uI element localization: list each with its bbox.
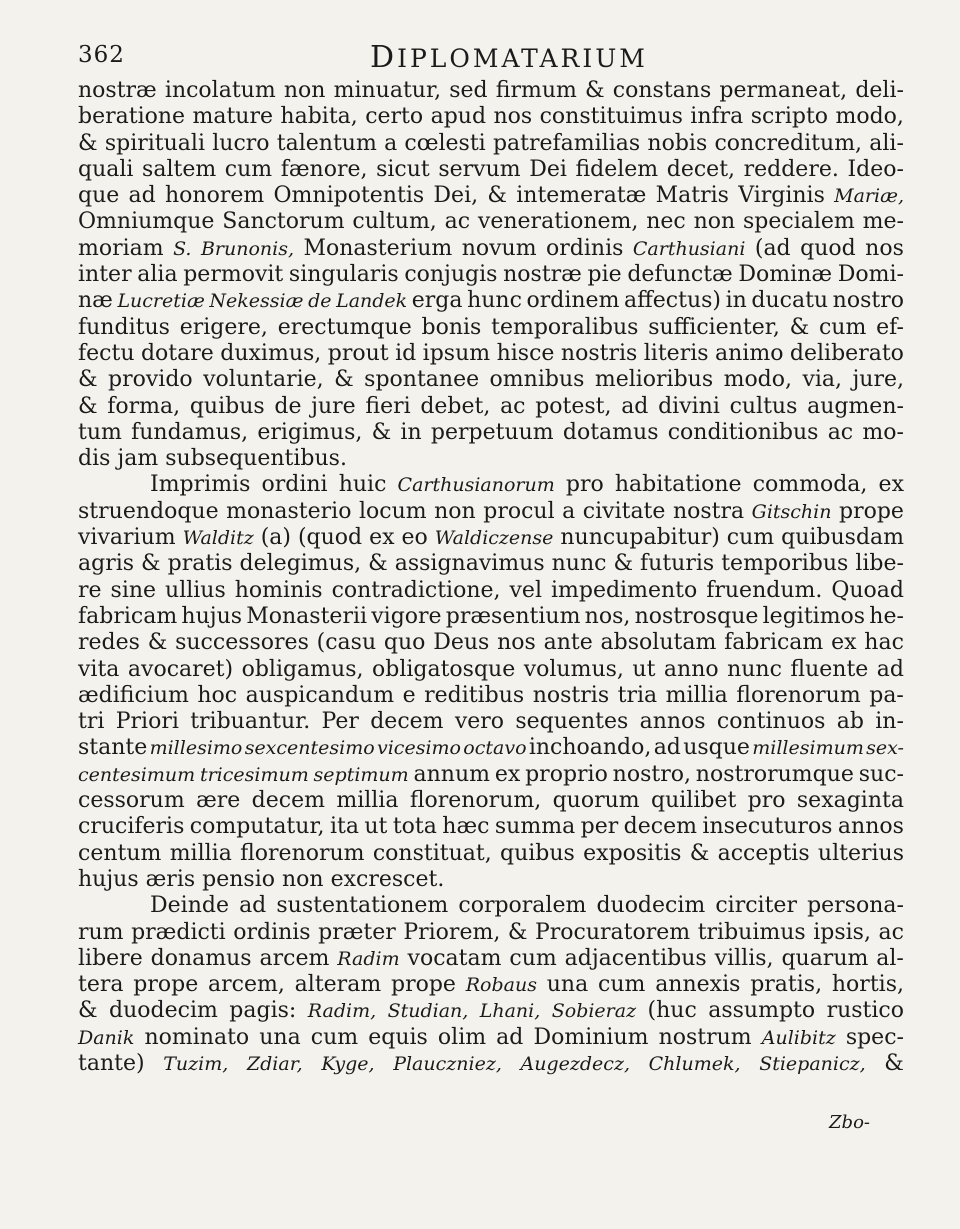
text-line: inter alia permovit singularis conjugis nostræ pie defunctæ Dominæ Domi- [78,262,904,288]
text-line: struendoque monasterio locum non procul a civitate nostra Gitschin prope [78,498,904,524]
text-line: fectu dotare duximus, prout id ipsum hisce nostris literis animo deliberato [78,340,904,366]
text-line: vivarium Walditz (a) (quod ex eo Waldiczense nuncupabitur) cum quibusdam [78,525,904,551]
text-line: Imprimis ordini huic Carthusianorum pro habitatione commoda, ex [150,472,904,498]
paragraph [78,893,904,1077]
text-line: vita avocaret) obligamus, obligatosque volumus, ut anno nunc fluente ad [78,656,904,682]
text-line: tera prope arcem, alteram prope Robaus una cum annexis pratis, hortis, [78,972,904,998]
text-line: Danik nominato una cum equis olim ad Dominium nostrum Aulibitz spec- [78,1024,904,1050]
text-line: ædificium hoc auspicandum e reditibus nostris tria millia florenorum pa- [78,682,904,708]
text-line: stante millesimo sexcentesimo vicesimo octavo inchoando, ad usque millesimum sex- [78,735,904,761]
text-line: re sine ullius hominis contradictione, vel impedimento fruendum. Quoad [78,577,904,603]
text-line: cruciferis computatur, ita ut tota hæc summa per decem insecuturos annos [78,814,904,840]
text-line: centesimum tricesimum septimum annum ex proprio nostro, nostrorumque suc- [78,761,904,787]
text-line: agris & pratis delegimus, & assignavimus nunc & futuris temporibus libe- [78,551,904,577]
paragraph [78,78,904,472]
text-line: & duodecim pagis: Radim, Studian, Lhani, Sobieraz (huc assumpto rustico [78,998,904,1024]
text-line: Deinde ad sustentationem corporalem duodecim circiter persona- [150,893,904,919]
text-line: funditus erigere, erectumque bonis temporalibus sufficienter, & cum ef- [78,314,904,340]
catchword: Zbo- [829,1112,870,1133]
text-line: Omniumque Sanctorum cultum, ac venerationem, nec non specialem me- [78,209,904,235]
text-line: cessorum ære decem millia florenorum, quorum quilibet pro sexaginta [78,788,904,814]
text-line: beratione mature habita, certo apud nos constituimus infra scripto modo, [78,104,904,130]
paragraph [78,472,904,893]
text-line: redes & successores (casu quo Deus nos ante absolutam fabricam ex hac [78,630,904,656]
running-title-rest: IPLOMATARIUM [397,44,648,73]
running-title [370,40,648,75]
text-line: næ Lucretiæ Nekessiæ de Landek erga hunc ordinem affectus) in ducatu nostro [78,288,904,314]
text-line: centum millia florenorum constituat, quibus expositis & acceptis ulterius [78,840,904,866]
text-line: hujus æris pensio non excrescet. [78,866,445,892]
text-line: tum fundamus, erigimus, & in perpetuum dotamus conditionibus ac mo- [78,419,904,445]
text-line: moriam S. Brunonis, Monasterium novum ordinis Carthusiani (ad quod nos [78,235,904,261]
text-line: & spirituali lucro talentum a cœlesti patrefamilias nobis concreditum, ali- [78,130,904,156]
text-line: dis jam subsequentibus. [78,446,347,472]
text-line: fabricam hujus Monasterii vigore præsentium nos, nostrosque legitimos he- [78,603,904,629]
text-line: quali saltem cum fænore, sicut servum Dei fidelem decet, reddere. Ideo- [78,156,904,182]
text-line: libere donamus arcem Radim vocatam cum adjacentibus villis, quarum al- [78,945,904,971]
text-line: & provido voluntarie, & spontanee omnibus melioribus modo, via, jure, [78,367,904,393]
text-line: rum prædicti ordinis præter Priorem, & Procuratorem tribuimus ipsis, ac [78,919,904,945]
text-line: & forma, quibus de jure fieri debet, ac potest, ad divini cultus augmen- [78,393,904,419]
text-line: nostræ incolatum non minuatur, sed firmum & constans permaneat, deli- [78,78,904,103]
text-line: tri Priori tribuantur. Per decem vero sequentes annos continuos ab in- [78,709,904,735]
text-line: tante) Tuzim, Zdiar, Kyge, Plauczniez, Augezdecz, Chlumek, Stiepanicz, & [78,1050,904,1076]
page-header [78,36,908,76]
running-title-initial: D [370,40,398,75]
body-text [78,78,904,1077]
text-line: que ad honorem Omnipotentis Dei, & intemeratæ Matris Virginis Mariæ, [78,183,904,209]
page-number: 362 [78,42,125,68]
